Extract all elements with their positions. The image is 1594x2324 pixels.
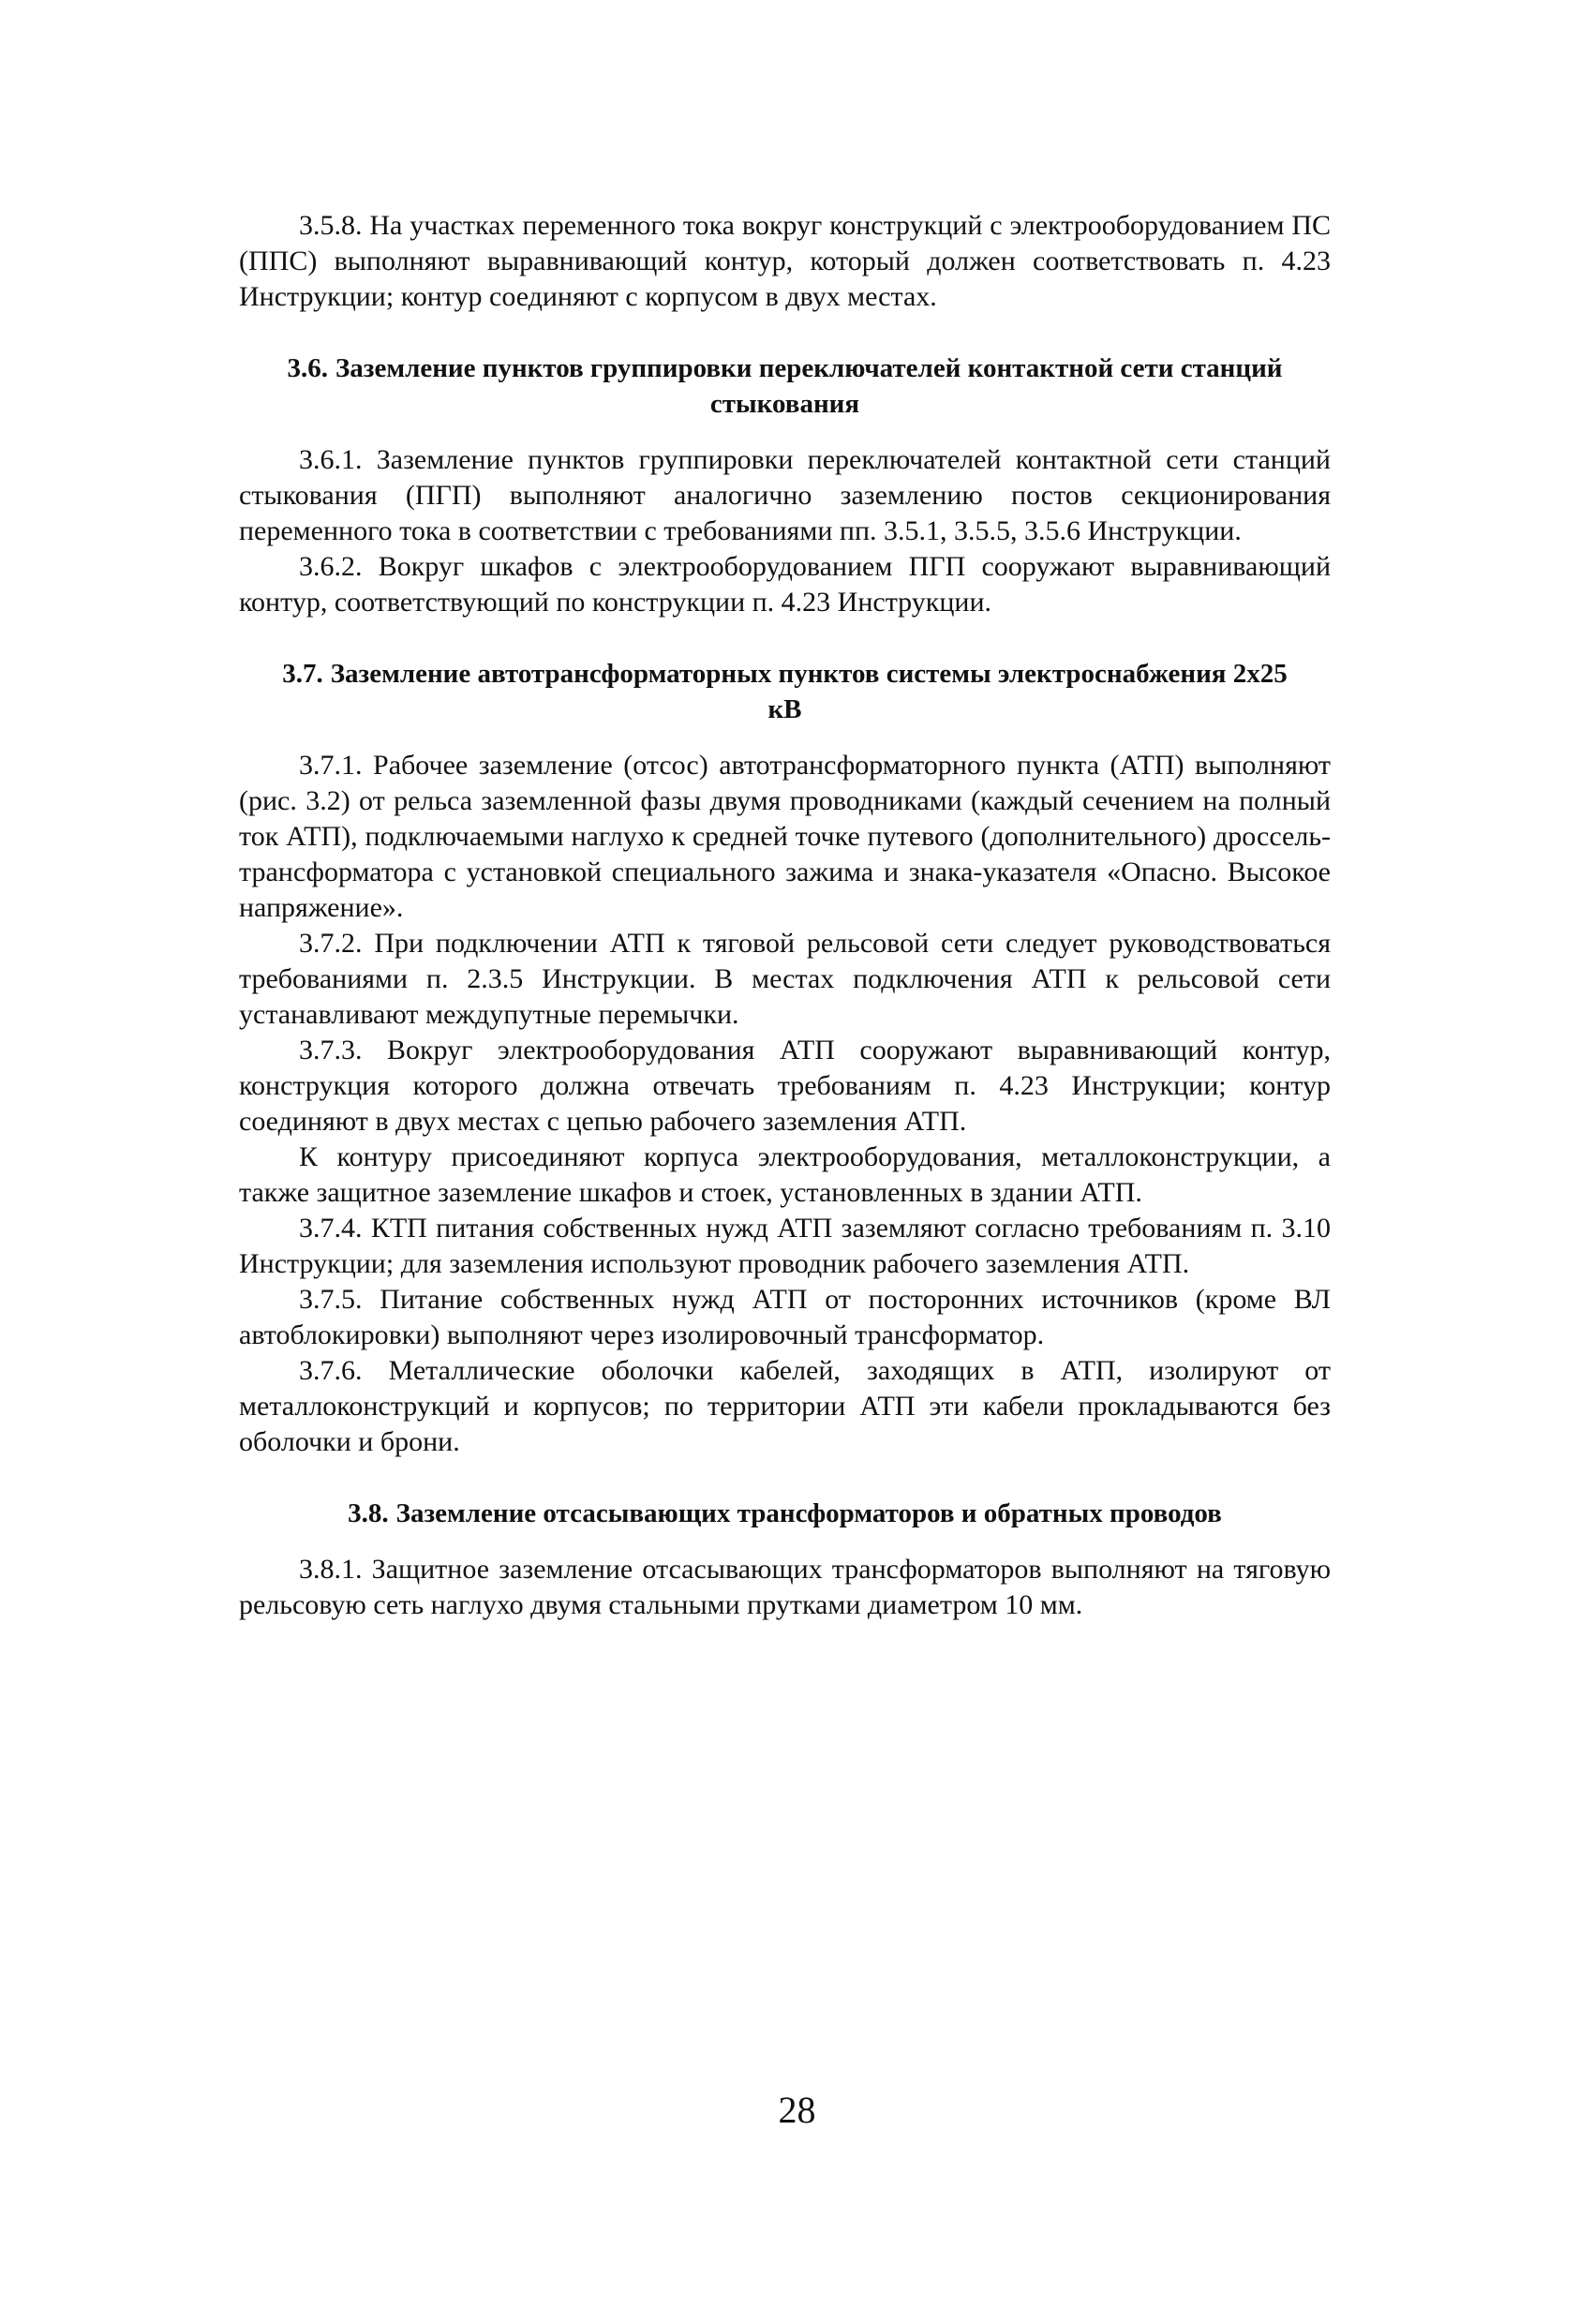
paragraph-3-6-2: 3.6.2. Вокруг шкафов с электрооборудованием ПГП сооружают выравнивающий контур, соответствующий по конструкции п. 4.23 Инструкции.	[239, 551, 1331, 618]
page-body	[239, 208, 1331, 1623]
section-heading-3-6	[276, 350, 1293, 422]
section-number: 3.7.	[282, 659, 323, 689]
paragraph-3-7-1: 3.7.1. Рабочее заземление (отсос) автотрансформаторного пункта (АТП) выполняют (рис. 3.2) от рельса заземленной фазы двумя проводниками (каждый сечением на полный ток АТП), подключаемыми наглухо к средней точке путевого (дополнительного) дроссель-трансформатора с установкой специального зажима и знака-указателя «Опасно. Высокое напряжение».	[239, 750, 1331, 923]
section-number: 3.8.	[348, 1498, 389, 1528]
paragraph-3-6-1: 3.6.1. Заземление пунктов группировки переключателей контактной сети станций стыкования (ПГП) выполняют аналогично заземлению постов секционирования переменного тока в соответствии с требованиями пп. 3.5.1, 3.5.5, 3.5.6 Инструкции.	[239, 444, 1331, 546]
section-heading-3-7	[276, 656, 1293, 727]
paragraph-3-7-5: 3.7.5. Питание собственных нужд АТП от посторонних источников (кроме ВЛ автоблокировки) выполняют через изолировочный трансформатор.	[239, 1284, 1331, 1350]
paragraph-3-7-3: 3.7.3. Вокруг электрооборудования АТП сооружают выравнивающий контур, конструкция которого должна отвечать требованиям п. 4.23 Инструкции; контур соединяют в двух местах с цепью рабочего заземления АТП.	[239, 1035, 1331, 1137]
section-heading-3-8	[276, 1496, 1293, 1531]
paragraph-3-7-3-contour: К контуру присоединяют корпуса электрооборудования, металлоконструкции, а также защитное заземление шкафов и стоек, установленных в здании АТП.	[239, 1141, 1331, 1208]
section-title: Заземление отсасывающих трансформаторов и обратных проводов	[395, 1498, 1222, 1528]
paragraph-3-7-4: 3.7.4. КТП питания собственных нужд АТП заземляют согласно требованиям п. 3.10 Инструкции; для заземления используют проводник рабочего заземления АТП.	[239, 1213, 1331, 1279]
section-number: 3.6.	[287, 353, 328, 383]
paragraph-3-8-1: 3.8.1. Защитное заземление отсасывающих трансформаторов выполняют на тяговую рельсовую сеть наглухо двумя стальными прутками диаметром 10 мм.	[239, 1554, 1331, 1620]
page-number: 28	[778, 2089, 816, 2131]
paragraph-3-7-6: 3.7.6. Металлические оболочки кабелей, заходящих в АТП, изолируют от металлоконструкций и корпусов; по территории АТП эти кабели прокладываются без оболочки и брони.	[239, 1355, 1331, 1457]
paragraph-3-7-2: 3.7.2. При подключении АТП к тяговой рельсовой сети следует руководствоваться требованиями п. 2.3.5 Инструкции. В местах подключения АТП к рельсовой сети устанавливают междупутные перемычки.	[239, 928, 1331, 1030]
paragraph-3-5-8: 3.5.8. На участках переменного тока вокруг конструкций с электрооборудованием ПС (ППС) выполняют выравнивающий контур, который должен соответствовать п. 4.23 Инструкции; контур соединяют с корпусом в двух местах.	[239, 210, 1331, 312]
section-title: Заземление автотрансформаторных пунктов системы электроснабжения 2x25 кВ	[330, 659, 1288, 724]
section-title: Заземление пунктов группировки переключателей контактной сети станций стыкования	[335, 353, 1283, 419]
